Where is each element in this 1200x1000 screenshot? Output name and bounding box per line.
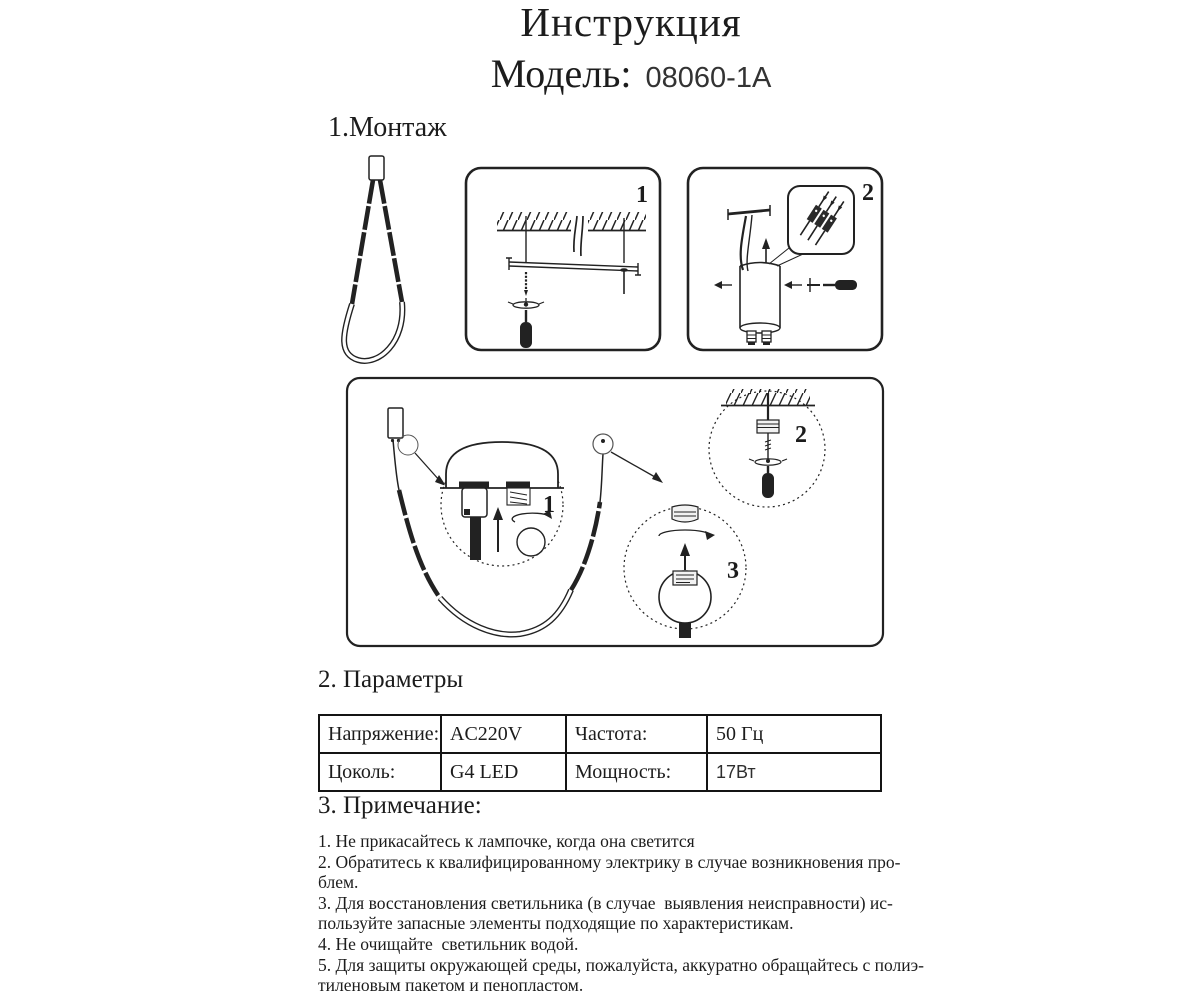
section-heading-montage: 1.Монтаж xyxy=(328,112,447,143)
param-value-power: 17Вт xyxy=(707,753,881,791)
note-line: тиленовым пакетом и пенопластом. xyxy=(318,975,584,996)
param-value-frequency: 50 Гц xyxy=(707,715,881,753)
lamp-loop-tube xyxy=(344,302,402,361)
canopy xyxy=(388,408,403,442)
step1-figure xyxy=(464,166,662,356)
table-row xyxy=(319,715,881,753)
step2-figure xyxy=(686,166,884,356)
figure-border xyxy=(466,168,660,350)
note-line: 4. Не очищайте светильник водой. xyxy=(318,933,579,954)
note-line: пользуйте запасные элементы подходящие по характеристикам. xyxy=(318,913,794,934)
step-number: 1 xyxy=(636,182,648,208)
step-number: 2 xyxy=(862,180,874,206)
suspension-cord-left xyxy=(352,180,373,304)
section-heading-notes: 3. Примечание: xyxy=(318,792,482,819)
parameters-table xyxy=(318,714,882,792)
suspension-cord-right xyxy=(380,180,402,302)
model-line xyxy=(0,50,1200,97)
canopy xyxy=(369,156,384,180)
screw-cap xyxy=(672,505,698,522)
param-label-voltage: Напряжение: xyxy=(319,715,441,753)
note-line: блем. xyxy=(318,872,359,893)
model-label: Модель: xyxy=(490,51,632,96)
inset-number: 2 xyxy=(795,422,807,448)
section-heading-parameters: 2. Параметры xyxy=(318,666,464,693)
threaded-sleeve xyxy=(757,420,779,433)
model-number: 08060-1A xyxy=(645,62,772,94)
param-label-power: Мощность: xyxy=(566,753,707,791)
globe-connector xyxy=(673,571,697,585)
notes-block xyxy=(318,831,924,996)
page-title: Инструкция xyxy=(520,0,742,45)
note-line: 2. Обратитесь к квалифицированному электрику в случае возникновения про- xyxy=(318,851,901,872)
inset-number: 1 xyxy=(543,492,555,518)
assembly-figure xyxy=(345,376,885,648)
param-value-socket: G4 LED xyxy=(441,753,566,791)
param-label-socket: Цоколь: xyxy=(319,753,441,791)
note-line: 5. Для защиты окружающей среды, пожалуйста, аккуратно обращайтесь с полиэ- xyxy=(318,954,924,975)
inset-number: 3 xyxy=(727,558,739,584)
note-line: 1. Не прикасайтесь к лампочке, когда она светится xyxy=(318,831,695,851)
canopy-dome xyxy=(446,442,558,488)
param-label-frequency: Частота: xyxy=(566,715,707,753)
inset-connector-detail xyxy=(440,442,564,566)
globe-stem xyxy=(679,623,691,638)
socket-spring xyxy=(507,488,530,505)
pendant-lamp-figure xyxy=(336,152,416,364)
param-value-voltage: AC220V xyxy=(441,715,566,753)
note-line: 3. Для восстановления светильника (в случае выявления неисправности) ис- xyxy=(318,892,893,913)
table-row xyxy=(319,753,881,791)
